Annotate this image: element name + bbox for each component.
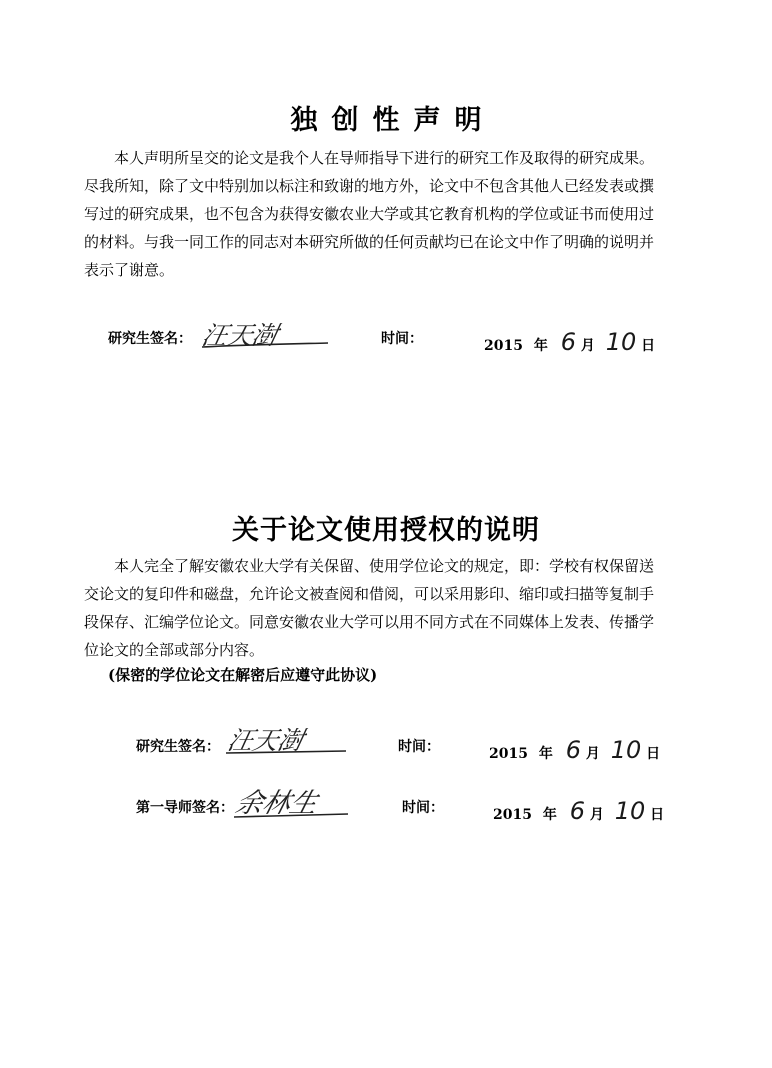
- advisor-signature-label: 第一导师签名：: [136, 800, 234, 816]
- declaration-line: 写过的研究成果，也不包含为获得安徽农业大学或其它教育机构的学位或证书而使用过: [84, 205, 655, 223]
- advisor-day: 10: [614, 797, 646, 825]
- declaration-signature-label: 研究生签名：: [108, 331, 192, 347]
- declaration-title: 独创性声明: [290, 105, 496, 136]
- advisor-month-label: 月: [589, 807, 604, 823]
- advisor-year: 2015: [493, 807, 532, 823]
- declaration-time-label: 时间：: [381, 331, 423, 347]
- student-month: 6: [565, 736, 581, 764]
- advisor-month: 6: [569, 797, 585, 825]
- declaration-month-label: 月: [580, 338, 595, 354]
- advisor-day-label: 日: [650, 807, 665, 823]
- student-time-label: 时间：: [398, 739, 440, 755]
- declaration-line: 尽我所知，除了文中特别加以标注和致谢的地方外，论文中不包含其他人已经发表或撰: [84, 177, 655, 195]
- declaration-day: 10: [605, 328, 637, 356]
- authorization-line: 本人完全了解安徽农业大学有关保留、使用学位论文的规定，即：学校有权保留送: [114, 557, 655, 575]
- advisor-signature-text: 余林生: [232, 788, 321, 819]
- declaration-line: 本人声明所呈交的论文是我个人在导师指导下进行的研究工作及取得的研究成果。: [114, 149, 655, 167]
- declaration-year-label: 年: [533, 338, 548, 354]
- student-signature-text: 汪天澍: [224, 726, 307, 755]
- student-signature: [224, 722, 349, 760]
- declaration-line: 表示了谢意。: [84, 261, 175, 279]
- authorization-paragraph: [84, 552, 664, 664]
- student-signature-label: 研究生签名：: [136, 739, 220, 755]
- student-year-label: 年: [538, 746, 553, 762]
- student-day-label: 日: [646, 746, 661, 762]
- student-year: 2015: [489, 746, 528, 762]
- student-date: [489, 736, 660, 764]
- confidential-note: (保密的学位论文在解密后应遵守此协议): [108, 666, 378, 684]
- advisor-year-label: 年: [542, 807, 557, 823]
- declaration-paragraph: [84, 144, 662, 284]
- authorization-line: 交论文的复印件和磁盘，允许论文被查阅和借阅，可以采用影印、缩印或扫描等复制手: [84, 585, 655, 603]
- advisor-time-label: 时间：: [402, 800, 444, 816]
- declaration-day-label: 日: [641, 338, 656, 354]
- advisor-date: [493, 797, 664, 825]
- authorization-title: 关于论文使用授权的说明: [232, 515, 540, 546]
- student-day: 10: [610, 736, 642, 764]
- declaration-signature-text: 汪天澍: [199, 321, 281, 350]
- declaration-signature: [198, 318, 333, 354]
- declaration-date: [484, 328, 655, 356]
- authorization-line: 段保存、汇编学位论文。同意安徽农业大学可以用不同方式在不同媒体上发表、传播学: [84, 613, 655, 631]
- declaration-line: 的材料。与我一同工作的同志对本研究所做的任何贡献均已在论文中作了明确的说明并: [84, 233, 655, 251]
- student-month-label: 月: [585, 746, 600, 762]
- declaration-month: 6: [560, 328, 576, 356]
- declaration-year: 2015: [484, 338, 523, 354]
- authorization-line: 位论文的全部或部分内容。: [84, 641, 265, 659]
- advisor-signature: [232, 772, 352, 824]
